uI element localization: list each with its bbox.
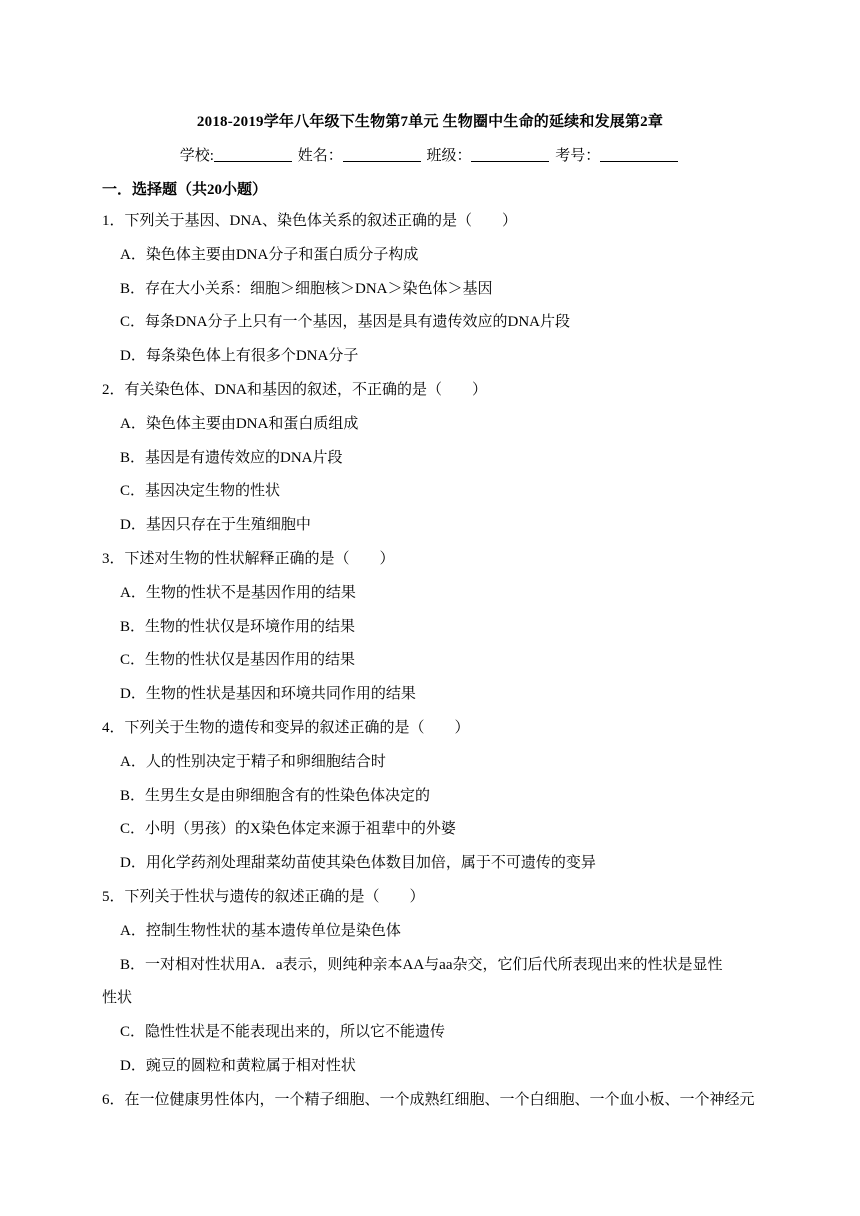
question-3-option-d: D．生物的性状是基因和环境共同作用的结果: [120, 686, 416, 702]
question-2-option-d: D．基因只存在于生殖细胞中: [120, 517, 311, 533]
question-3-option-c: C．生物的性状仅是基因作用的结果: [120, 652, 356, 668]
question-3-option-b: B．生物的性状仅是环境作用的结果: [120, 619, 356, 635]
question-5-stem: 5．下列关于性状与遗传的叙述正确的是（ ）: [102, 889, 425, 905]
question-1-option-b: B．存在大小关系：细胞＞细胞核＞DNA＞染色体＞基因: [120, 281, 493, 297]
question-6-stem: 6．在一位健康男性体内，一个精子细胞、一个成熟红细胞、一个白细胞、一个血小板、一个神经元: [102, 1092, 755, 1108]
question-5-option-a: A．控制生物性状的基本遗传单位是染色体: [120, 923, 401, 939]
school-label: 学校:: [179, 148, 214, 164]
question-1-option-c: C．每条DNA分子上只有一个基因，基因是具有遗传效应的DNA片段: [120, 314, 571, 330]
exam-no-label: 考号：: [555, 148, 601, 164]
question-2-option-b: B．基因是有遗传效应的DNA片段: [120, 450, 343, 466]
exam-no-blank[interactable]: [600, 147, 678, 162]
name-label: 姓名：: [297, 148, 343, 164]
student-info-line: [0, 144, 860, 165]
question-2-option-c: C．基因决定生物的性状: [120, 483, 281, 499]
section-heading: 一．选择题（共20小题）: [102, 182, 268, 198]
question-5-option-c: C．隐性性状是不能表现出来的，所以它不能遗传: [120, 1024, 446, 1040]
question-3-stem: 3．下述对生物的性状解释正确的是（ ）: [102, 551, 395, 567]
question-4-option-b: B．生男生女是由卵细胞含有的性染色体决定的: [120, 788, 431, 804]
class-label: 班级：: [426, 148, 472, 164]
class-blank[interactable]: [471, 147, 549, 162]
question-4-stem: 4．下列关于生物的遗传和变异的叙述正确的是（ ）: [102, 720, 470, 736]
question-2-stem: 2．有关染色体、DNA和基因的叙述，不正确的是（ ）: [102, 382, 487, 398]
document-title: 2018-2019学年八年级下生物第7单元 生物圈中生命的延续和发展第2章: [196, 114, 664, 130]
question-1-option-d: D．每条染色体上有很多个DNA分子: [120, 348, 359, 364]
question-5-option-d: D．豌豆的圆粒和黄粒属于相对性状: [120, 1058, 356, 1074]
school-blank[interactable]: [214, 147, 292, 162]
question-2-option-a: A．染色体主要由DNA和蛋白质组成: [120, 416, 359, 432]
name-blank[interactable]: [343, 147, 421, 162]
question-5-option-b: B．一对相对性状用A．a表示，则纯种亲本AA与aa杂交，它们后代所表现出来的性状是显性: [120, 957, 723, 973]
question-4-option-d: D．用化学药剂处理甜菜幼苗使其染色体数目加倍，属于不可遗传的变异: [120, 855, 596, 871]
question-4-option-c: C．小明（男孩）的X染色体定来源于祖辈中的外婆: [120, 821, 456, 837]
question-1-option-a: A．染色体主要由DNA分子和蛋白质分子构成: [120, 247, 419, 263]
question-4-option-a: A．人的性别决定于精子和卵细胞结合时: [120, 754, 386, 770]
question-1-stem: 1．下列关于基因、DNA、染色体关系的叙述正确的是（ ）: [102, 213, 518, 229]
question-3-option-a: A．生物的性状不是基因作用的结果: [120, 585, 356, 601]
question-5-option-b-continued: 性状: [102, 990, 133, 1006]
